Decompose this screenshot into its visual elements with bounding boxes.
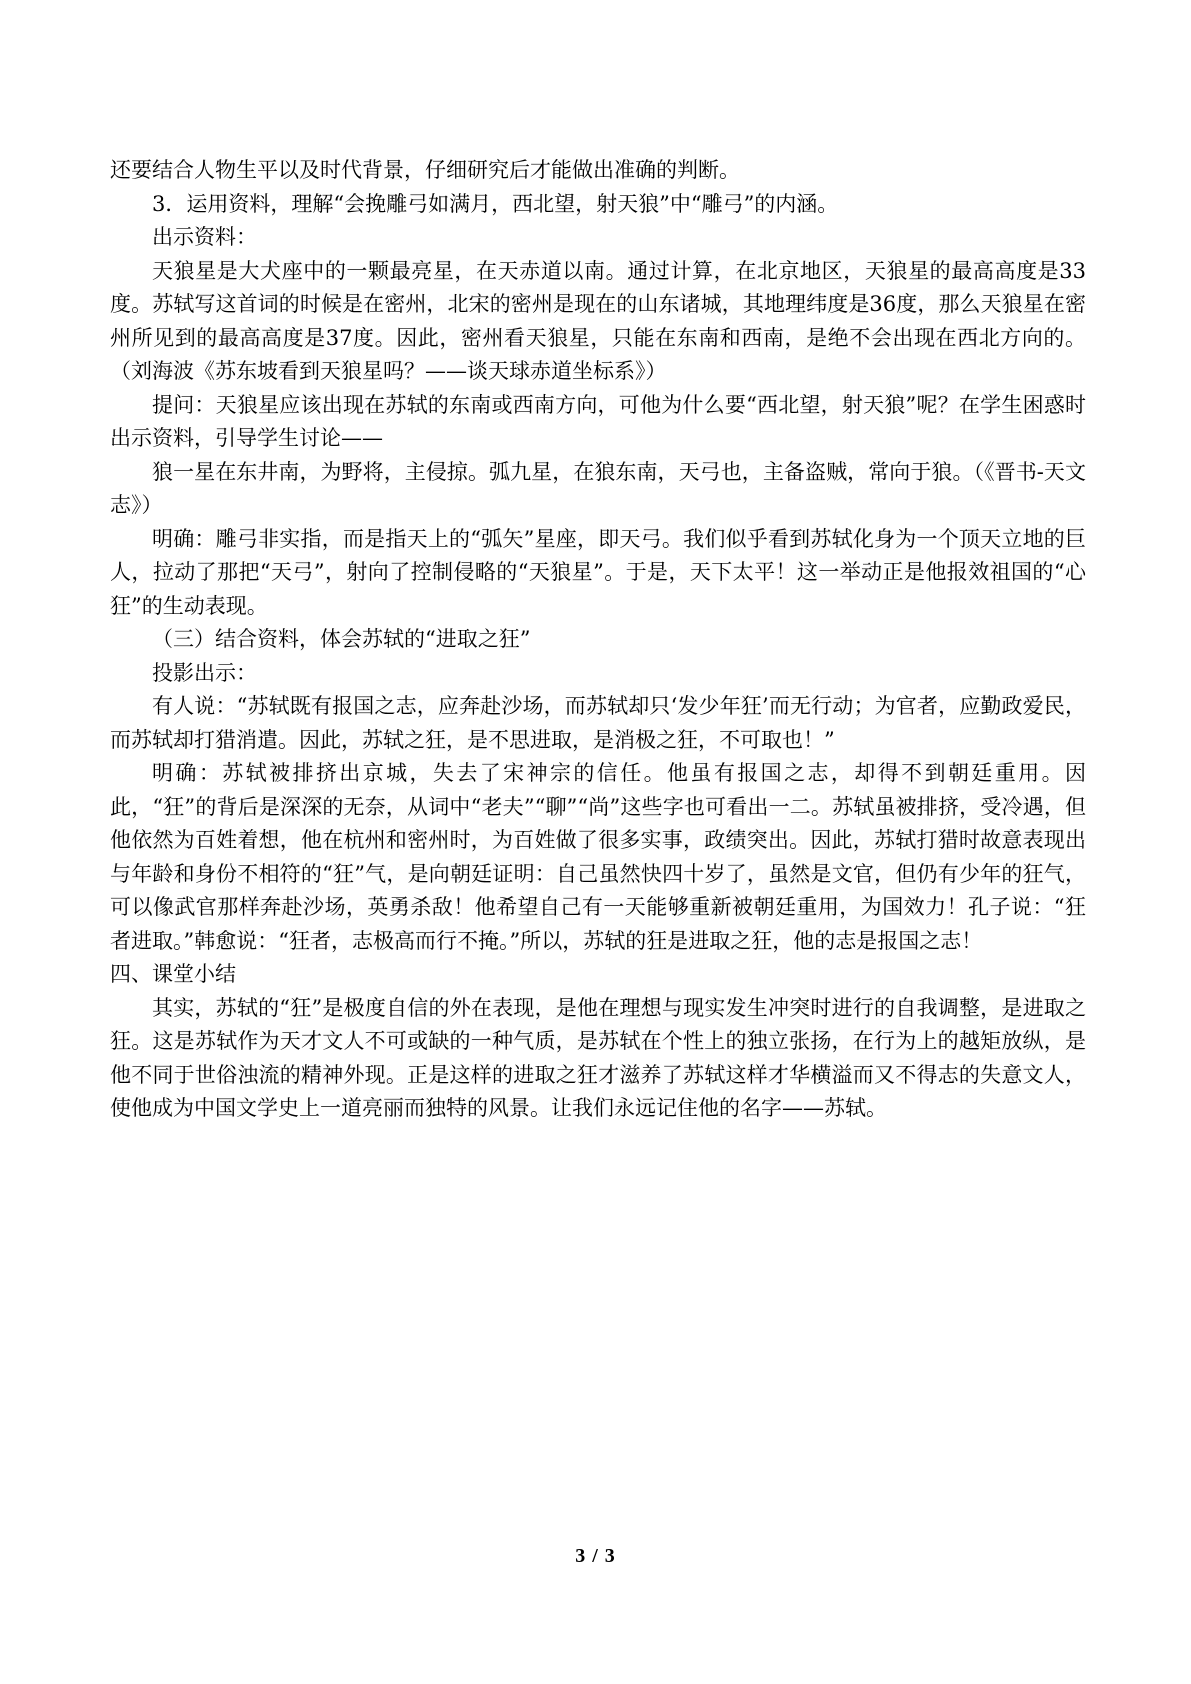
paragraph-continuation: 还要结合人物生平以及时代背景，仔细研究后才能做出准确的判断。 bbox=[110, 158, 740, 182]
paragraph-projection: 投影出示： bbox=[152, 660, 257, 685]
document-body bbox=[110, 154, 1086, 1126]
paragraph-question: 提问：天狼星应该出现在苏轼的东南或西南方向，可他为什么要“西北望，射天狼”呢？在学生困惑时出示资料，引导学生讨论—— bbox=[110, 392, 1086, 450]
paragraph-summary: 其实，苏轼的“狂”是极度自信的外在表现，是他在理想与现实发生冲突时进行的自我调整，是进取之狂。这是苏轼作为天才文人不可或缺的一种气质，是苏轼在个性上的独立张扬，在行为上的越矩放纵，是他不同于世俗浊流的精神外现。正是这样的进取之狂才滋养了苏轼这样才华横溢而又不得志的失意文人，使他成为中国文学史上一道亮丽而独特的风景。让我们永远记住他的名字——苏轼。 bbox=[110, 995, 1086, 1120]
paragraph-step-3: 3．运用资料，理解“会挽雕弓如满月，西北望，射天狼”中“雕弓”的内涵。 bbox=[152, 191, 839, 216]
paragraph-jinshu-quote: 狼一星在东井南，为野将，主侵掠。弧九星，在狼东南，天弓也，主备盗贼，常向于狼。（《晋书-天文志》） bbox=[110, 459, 1086, 517]
section-heading-4: 四、课堂小结 bbox=[110, 962, 236, 986]
paragraph-sirius-material: 天狼星是大犬座中的一颗最亮星，在天赤道以南。通过计算，在北京地区，天狼星的最高高度是33度。苏轼写这首词的时候是在密州，北宋的密州是现在的山东诸城，其地理纬度是36度，那么天狼星在密州所见到的最高高度是37度。因此，密州看天狼星，只能在东南和西南，是绝不会出现在西北方向的。（刘海波《苏东坡看到天狼星吗？——谈天球赤道坐标系》） bbox=[110, 258, 1086, 383]
page-number: 3 / 3 bbox=[575, 1545, 616, 1567]
paragraph-clarify-2: 明确：苏轼被排挤出京城，失去了宋神宗的信任。他虽有报国之志，却得不到朝廷重用。因此，“狂”的背后是深深的无奈，从词中“老夫”“聊”“尚”这些字也可看出一二。苏轼虽被排挤，受冷遇，但他依然为百姓着想，他在杭州和密州时，为百姓做了很多实事，政绩突出。因此，苏轼打猎时故意表现出与年龄和身份不相符的“狂”气，是向朝廷证明：自己虽然快四十岁了，虽然是文官，但仍有少年的狂气，可以像武官那样奔赴沙场，英勇杀敌！他希望自己有一天能够重新被朝廷重用，为国效力！孔子说：“狂者进取。”韩愈说：“狂者，志极高而行不掩。”所以，苏轼的狂是进取之狂，他的志是报国之志！ bbox=[110, 761, 1086, 953]
section-heading-3: （三）结合资料，体会苏轼的“进取之狂” bbox=[152, 627, 531, 651]
paragraph-someone-says: 有人说：“苏轼既有报国之志，应奔赴沙场，而苏轼却只‘发少年狂’而无行动；为官者，应勤政爱民，而苏轼却打猎消遣。因此，苏轼之狂，是不思进取，是消极之狂，不可取也！” bbox=[110, 694, 1086, 752]
paragraph-show-material: 出示资料： bbox=[152, 225, 257, 249]
paragraph-clarify-1: 明确：雕弓非实指，而是指天上的“弧矢”星座，即天弓。我们似乎看到苏轼化身为一个顶天立地的巨人，拉动了那把“天弓”，射向了控制侵略的“天狼星”。于是，天下太平！这一举动正是他报效祖国的“心狂”的生动表现。 bbox=[110, 526, 1086, 618]
